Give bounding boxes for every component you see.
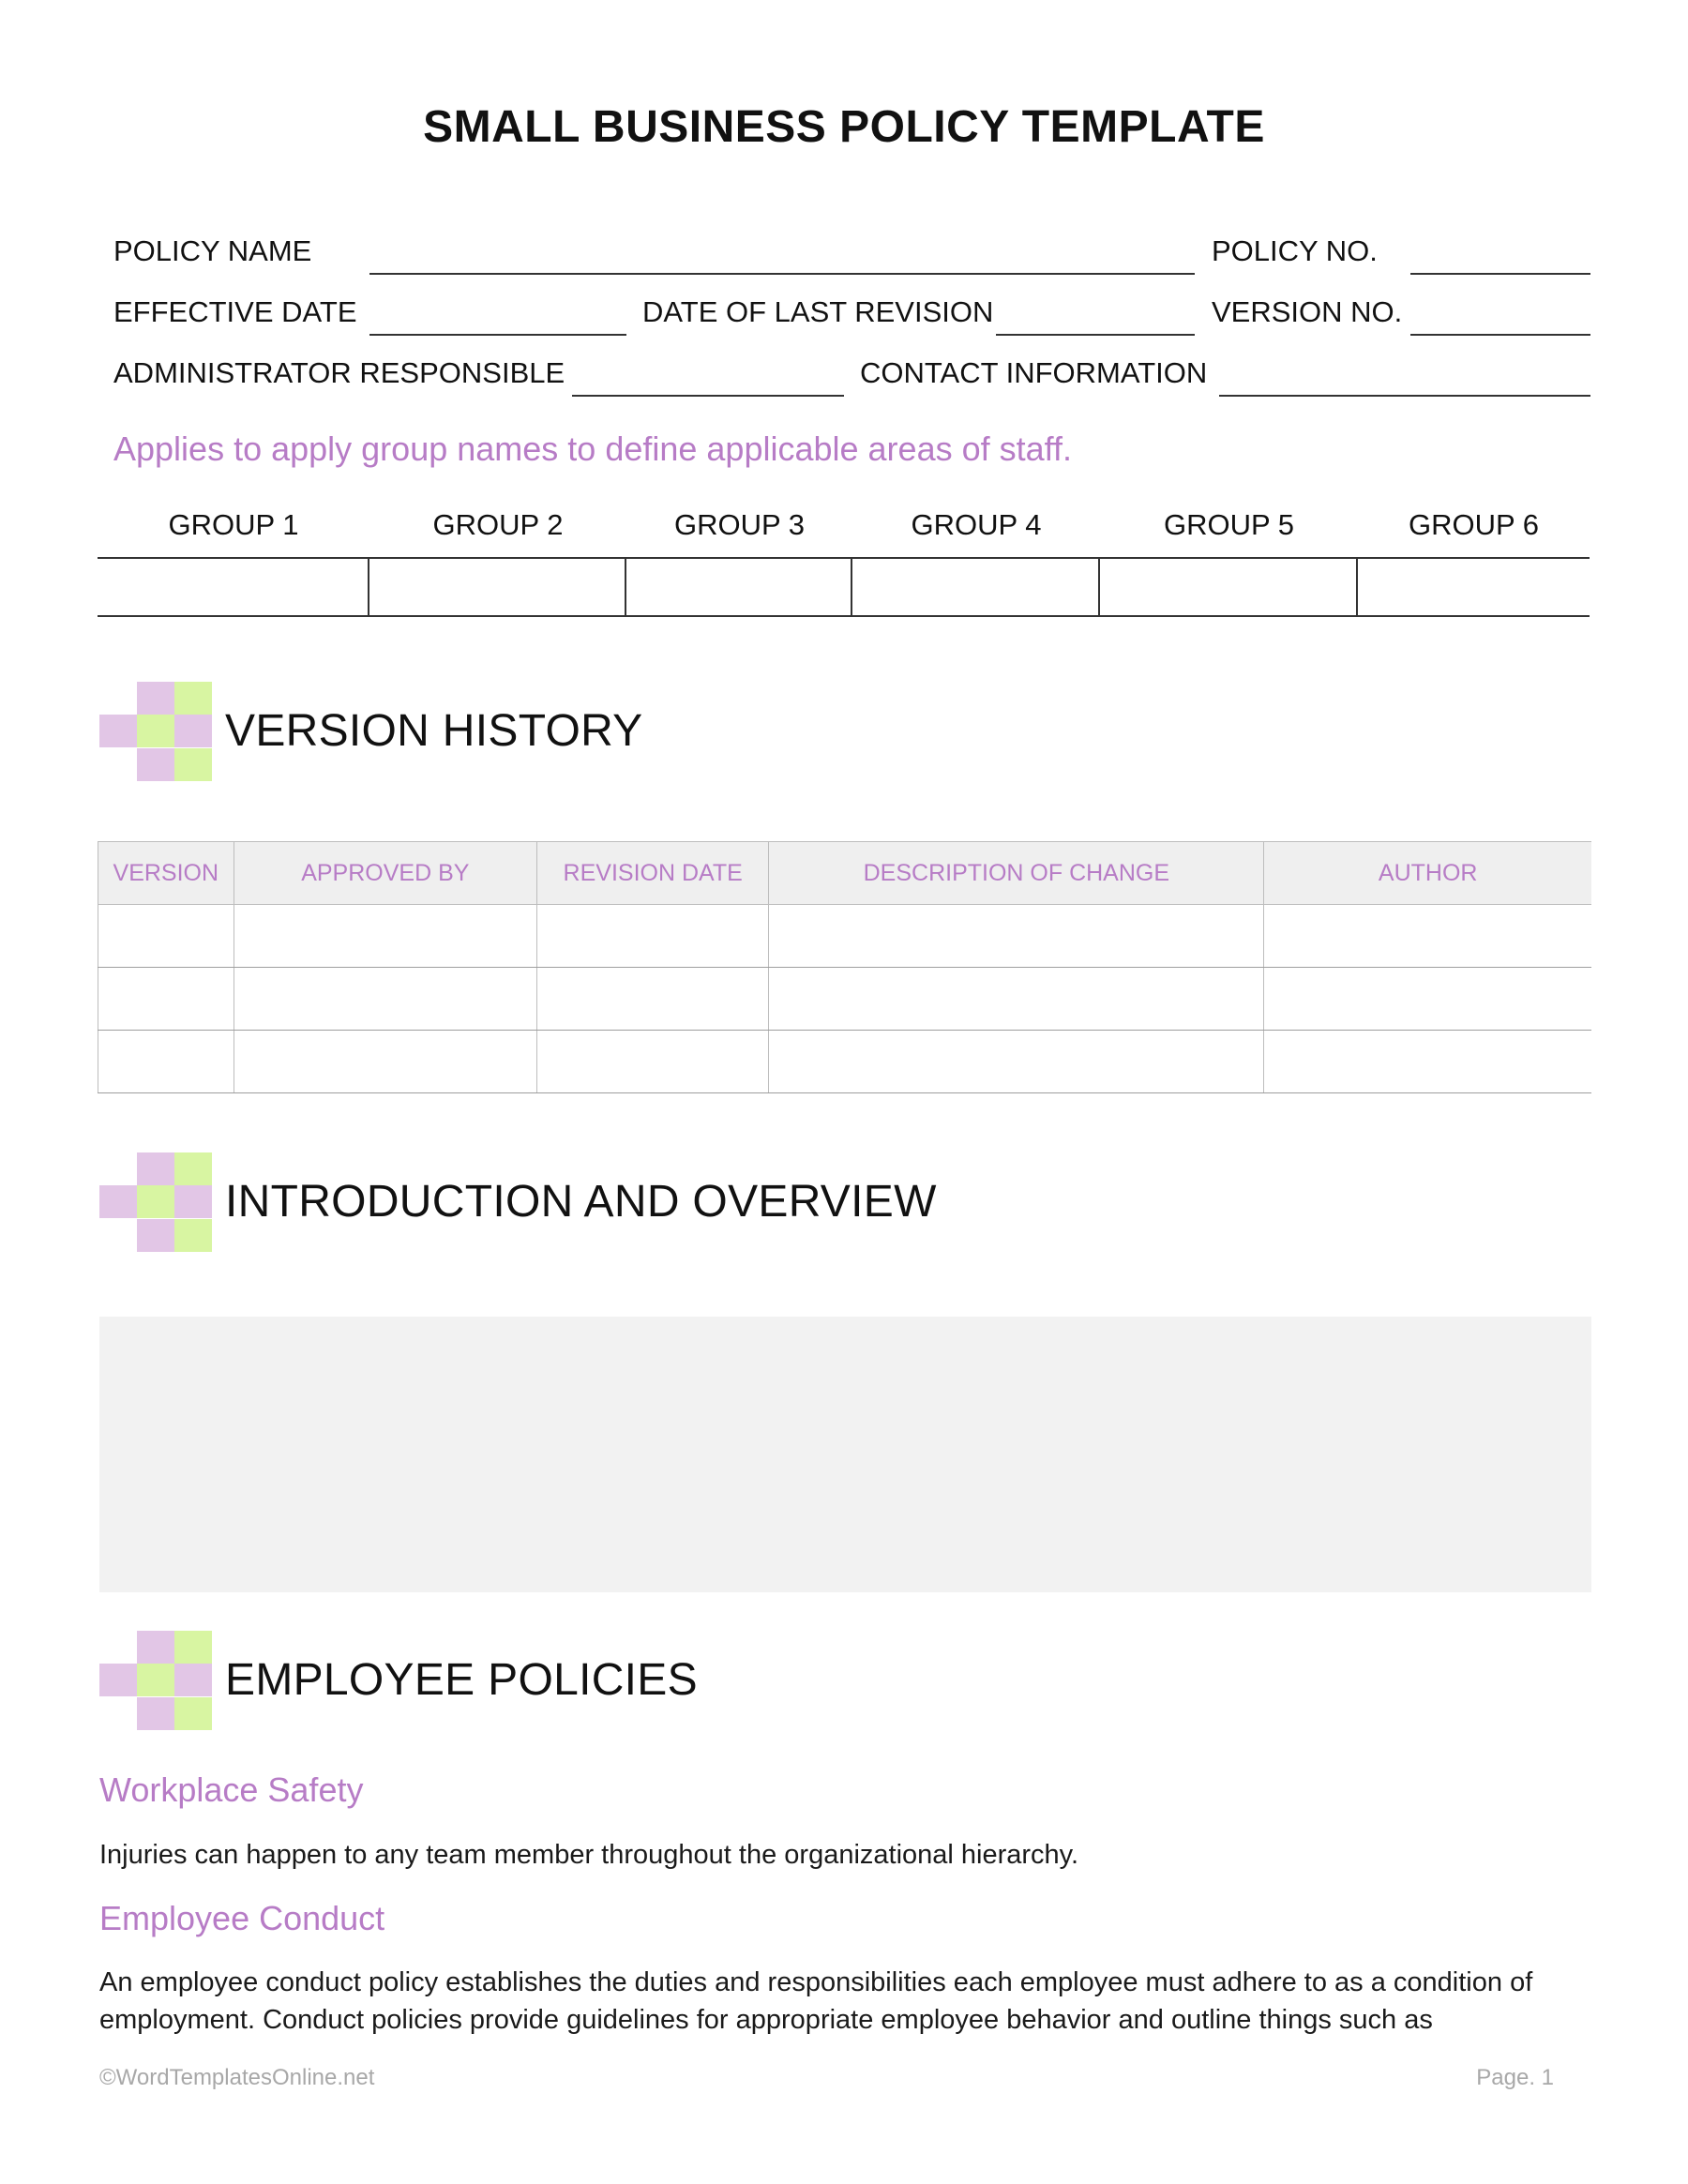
table-cell[interactable] bbox=[234, 905, 536, 968]
administrator-field[interactable] bbox=[572, 395, 844, 397]
contact-label: CONTACT INFORMATION bbox=[860, 356, 1208, 389]
col-author: AUTHOR bbox=[1264, 842, 1591, 905]
administrator-label: ADMINISTRATOR RESPONSIBLE bbox=[113, 356, 565, 389]
table-cell[interactable] bbox=[769, 905, 1264, 968]
group-header-5: GROUP 5 bbox=[1164, 508, 1294, 541]
checker-icon bbox=[99, 1631, 212, 1730]
table-cell[interactable] bbox=[769, 1031, 1264, 1093]
version-history-table bbox=[98, 841, 1591, 1093]
document-title: SMALL BUSINESS POLICY TEMPLATE bbox=[423, 102, 1265, 152]
contact-field[interactable] bbox=[1219, 395, 1590, 397]
group-cell-6[interactable] bbox=[1358, 559, 1590, 615]
table-cell[interactable] bbox=[537, 968, 769, 1031]
employee-policies-title: EMPLOYEE POLICIES bbox=[225, 1655, 698, 1705]
table-cell[interactable] bbox=[1264, 905, 1591, 968]
group-cell-4[interactable] bbox=[852, 559, 1100, 615]
table-cell[interactable] bbox=[1264, 1031, 1591, 1093]
footer-page-number: Page. 1 bbox=[1476, 2065, 1554, 2090]
footer-copyright: ©WordTemplatesOnline.net bbox=[99, 2065, 375, 2090]
version-history-title: VERSION HISTORY bbox=[225, 706, 643, 756]
table-row bbox=[98, 968, 1592, 1031]
table-row bbox=[98, 905, 1592, 968]
policy-no-field[interactable] bbox=[1410, 273, 1590, 275]
group-cell-1[interactable] bbox=[98, 559, 369, 615]
checker-icon bbox=[99, 1152, 212, 1252]
group-cell-5[interactable] bbox=[1100, 559, 1358, 615]
col-description: DESCRIPTION OF CHANGE bbox=[769, 842, 1264, 905]
group-header-1: GROUP 1 bbox=[168, 508, 299, 541]
checker-icon bbox=[99, 682, 212, 781]
date-last-revision-label: DATE OF LAST REVISION bbox=[642, 295, 994, 328]
employee-conduct-text: An employee conduct policy establishes the duties and responsibilities each employee must adhere to as a condition of employment. Conduct policies provide guidelines for appropriate employee behavior and outline things such as bbox=[99, 1967, 1533, 2035]
effective-date-field[interactable] bbox=[369, 334, 626, 336]
date-last-revision-field[interactable] bbox=[996, 334, 1195, 336]
policy-no-label: POLICY NO. bbox=[1212, 234, 1378, 267]
intro-title: INTRODUCTION AND OVERVIEW bbox=[225, 1177, 937, 1227]
group-header-3: GROUP 3 bbox=[674, 508, 805, 541]
group-table bbox=[98, 557, 1590, 617]
version-no-field[interactable] bbox=[1410, 334, 1590, 336]
employee-conduct-heading: Employee Conduct bbox=[99, 1899, 385, 1937]
table-cell[interactable] bbox=[1264, 968, 1591, 1031]
col-version: VERSION bbox=[98, 842, 234, 905]
table-row bbox=[98, 1031, 1592, 1093]
applies-note: Applies to apply group names to define applicable areas of staff. bbox=[113, 429, 1072, 468]
group-header-6: GROUP 6 bbox=[1409, 508, 1539, 541]
table-cell[interactable] bbox=[98, 1031, 234, 1093]
col-approved-by: APPROVED BY bbox=[234, 842, 536, 905]
table-cell[interactable] bbox=[234, 968, 536, 1031]
effective-date-label: EFFECTIVE DATE bbox=[113, 295, 357, 328]
group-header-2: GROUP 2 bbox=[432, 508, 564, 541]
table-cell[interactable] bbox=[537, 1031, 769, 1093]
workplace-safety-heading: Workplace Safety bbox=[99, 1770, 364, 1809]
group-cell-3[interactable] bbox=[626, 559, 852, 615]
table-cell[interactable] bbox=[537, 905, 769, 968]
table-cell[interactable] bbox=[234, 1031, 536, 1093]
policy-name-label: POLICY NAME bbox=[113, 234, 312, 267]
intro-text-box[interactable] bbox=[99, 1317, 1591, 1592]
table-cell[interactable] bbox=[769, 968, 1264, 1031]
table-cell[interactable] bbox=[98, 968, 234, 1031]
group-header-4: GROUP 4 bbox=[911, 508, 1042, 541]
version-no-label: VERSION NO. bbox=[1212, 295, 1403, 328]
policy-name-field[interactable] bbox=[369, 273, 1195, 275]
table-cell[interactable] bbox=[98, 905, 234, 968]
workplace-safety-text: Injuries can happen to any team member throughout the organizational hierarchy. bbox=[99, 1840, 1079, 1870]
group-cell-2[interactable] bbox=[369, 559, 626, 615]
col-revision-date: REVISION DATE bbox=[537, 842, 769, 905]
